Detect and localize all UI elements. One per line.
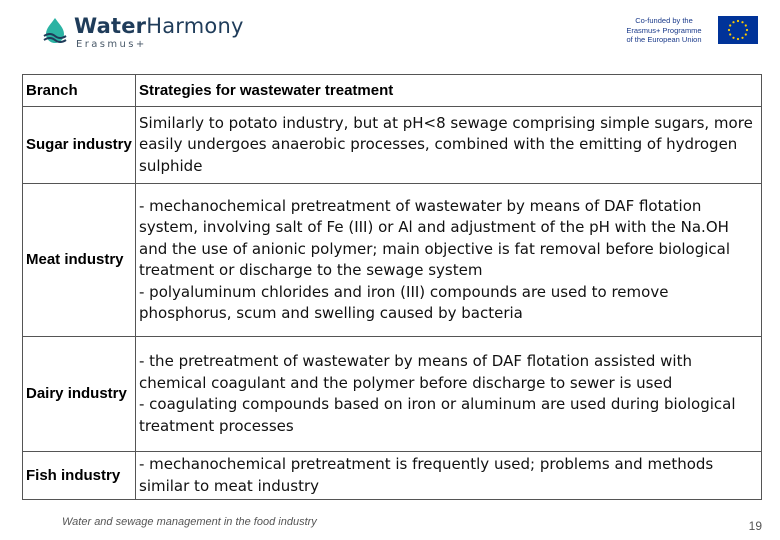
strategy-text: - mechanochemical pretreatment of wastewater by means of DAF flotation system, involving salt of Fe (III) or Al and adjustment of the pH with the Na.OH and the use of anionic polymer; main objective is fat removal before biological treatment or discharge to the sewage system [139, 196, 731, 279]
footer-caption: Water and sewage management in the food industry [62, 516, 317, 528]
cofund-line-1: Co-funded by the [635, 16, 693, 25]
strategy-cell-meat [136, 184, 762, 337]
table-row [23, 337, 762, 452]
column-header-branch: Branch [23, 75, 136, 107]
table-row [23, 107, 762, 184]
logo-title-harmony: Harmony [146, 14, 244, 38]
wastewater-strategies-table [22, 74, 762, 500]
branch-fish-industry: Fish industry [23, 452, 136, 500]
cofund-notice [614, 16, 714, 45]
strategy-cell-fish [136, 452, 762, 500]
eu-flag-icon [718, 16, 758, 44]
table-row [23, 452, 762, 500]
strategy-text: Similarly to potato industry, but at pH<8 sewage comprising simple sugars, more easily undergoes anaerobic processes, combined with the emitting of hydrogen sulphide [139, 113, 753, 175]
strategy-text: - coagulating compounds based on iron or aluminum are used during biological treatment processes [139, 395, 736, 435]
strategy-text: - the pretreatment of wastewater by means of DAF flotation assisted with chemical coagulant and the polymer before discharge to sewer is used [139, 352, 692, 392]
branch-sugar-industry: Sugar industry [23, 107, 136, 184]
cofund-line-2: Erasmus+ Programme [626, 25, 702, 35]
strategy-text: - mechanochemical pretreatment is frequently used; problems and methods similar to meat industry [139, 455, 714, 495]
cofund-line-3: of the European Union [626, 35, 702, 44]
strategy-cell-sugar [136, 107, 762, 184]
logo-subtitle: Erasmus+ [76, 39, 147, 50]
page-number: 19 [748, 519, 762, 533]
branch-dairy-industry: Dairy industry [23, 337, 136, 452]
strategy-text: - polyaluminum chlorides and iron (III) compounds are used to remove phosphorus, scum and swelling caused by bacteria [139, 282, 669, 322]
water-droplet-logo-icon [40, 16, 70, 46]
column-header-strategies: Strategies for wastewater treatment [136, 75, 762, 107]
branch-meat-industry: Meat industry [23, 184, 136, 337]
logo-title-water: Water [74, 14, 147, 38]
table-header-row [23, 75, 762, 107]
table-row [23, 184, 762, 337]
strategy-cell-dairy [136, 337, 762, 452]
logo-title [74, 14, 244, 38]
